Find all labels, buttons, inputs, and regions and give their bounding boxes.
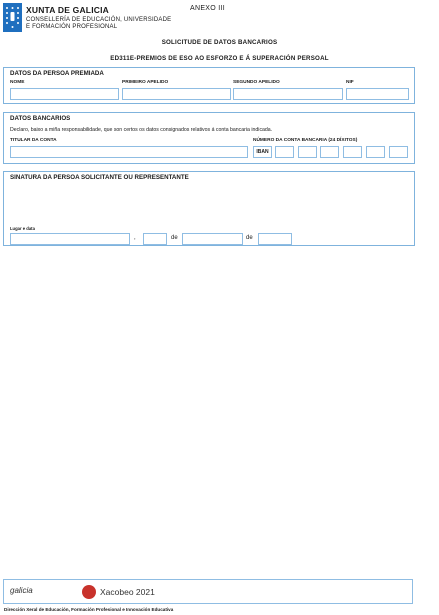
account-block-3[interactable] <box>320 146 339 158</box>
account-block-4[interactable] <box>343 146 362 158</box>
header <box>3 3 436 33</box>
iban-prefix: IBAN <box>253 146 272 158</box>
nif-input[interactable] <box>346 88 409 100</box>
signature-section <box>3 171 415 246</box>
department-line-2: E FORMACIÓN PROFESIONAL <box>26 24 118 30</box>
name-label: NOME <box>10 80 25 85</box>
surname1-label: PRIMEIRO APELIDO <box>122 80 169 85</box>
place-date-label: Lugar e data <box>10 226 35 231</box>
document-title: SOLICITUDE DE DATOS BANCARIOS <box>161 39 278 46</box>
surname2-label: SEGUNDO APELIDO <box>233 80 280 85</box>
name-input[interactable] <box>10 88 119 100</box>
xunta-logo-icon <box>3 3 22 32</box>
document-subtitle: ED311E-PREMIOS DE ESO AO ESFORZO E Á SUPERACIÓN PERSOAL <box>110 55 329 62</box>
year-input[interactable] <box>258 233 292 245</box>
xacobeo-logo-text: Xacobeo 2021 <box>100 587 155 597</box>
galicia-logo: galicia <box>10 586 33 595</box>
account-holder-input[interactable] <box>10 146 248 158</box>
signature-section-title: SINATURA DA PERSOA SOLICITANTE OU REPRESENTANTE <box>10 174 189 181</box>
bank-section <box>3 112 415 164</box>
surname1-input[interactable] <box>122 88 231 100</box>
de-separator-2: de <box>246 235 253 241</box>
brand-name: XUNTA DE GALICIA <box>26 5 110 15</box>
xacobeo-logo-icon <box>82 585 96 599</box>
account-block-2[interactable] <box>298 146 317 158</box>
account-block-6[interactable] <box>389 146 408 158</box>
annex-label: ANEXO III <box>190 5 225 12</box>
day-input[interactable] <box>143 233 167 245</box>
account-number-label: NÚMERO DA CONTA BANCARIA (24 DÍXITOS) <box>253 138 358 143</box>
place-input[interactable] <box>10 233 130 245</box>
comma-separator: , <box>134 235 136 241</box>
footer-note: Dirección Xeral de Educación, Formación Profesional e Innovación Educativa <box>4 607 174 612</box>
surname2-input[interactable] <box>233 88 343 100</box>
bank-declaration: Declaro, baixo a miña responsabilidade, que son certos os datos consignados relativos á conta bancaria indicada. <box>10 127 273 133</box>
account-block-5[interactable] <box>366 146 385 158</box>
person-section <box>3 67 415 104</box>
holder-label: TITULAR DA CONTA <box>10 138 57 143</box>
bank-section-title: DATOS BANCARIOS <box>10 115 71 122</box>
nif-label: NIF <box>346 80 354 85</box>
department-line-1: CONSELLERÍA DE EDUCACIÓN, UNIVERSIDADE <box>26 17 172 23</box>
de-separator-1: de <box>171 235 178 241</box>
month-input[interactable] <box>182 233 243 245</box>
person-section-title: DATOS DA PERSOA PREMIADA <box>10 70 104 77</box>
footer-logos <box>3 579 413 604</box>
account-block-1[interactable] <box>275 146 294 158</box>
